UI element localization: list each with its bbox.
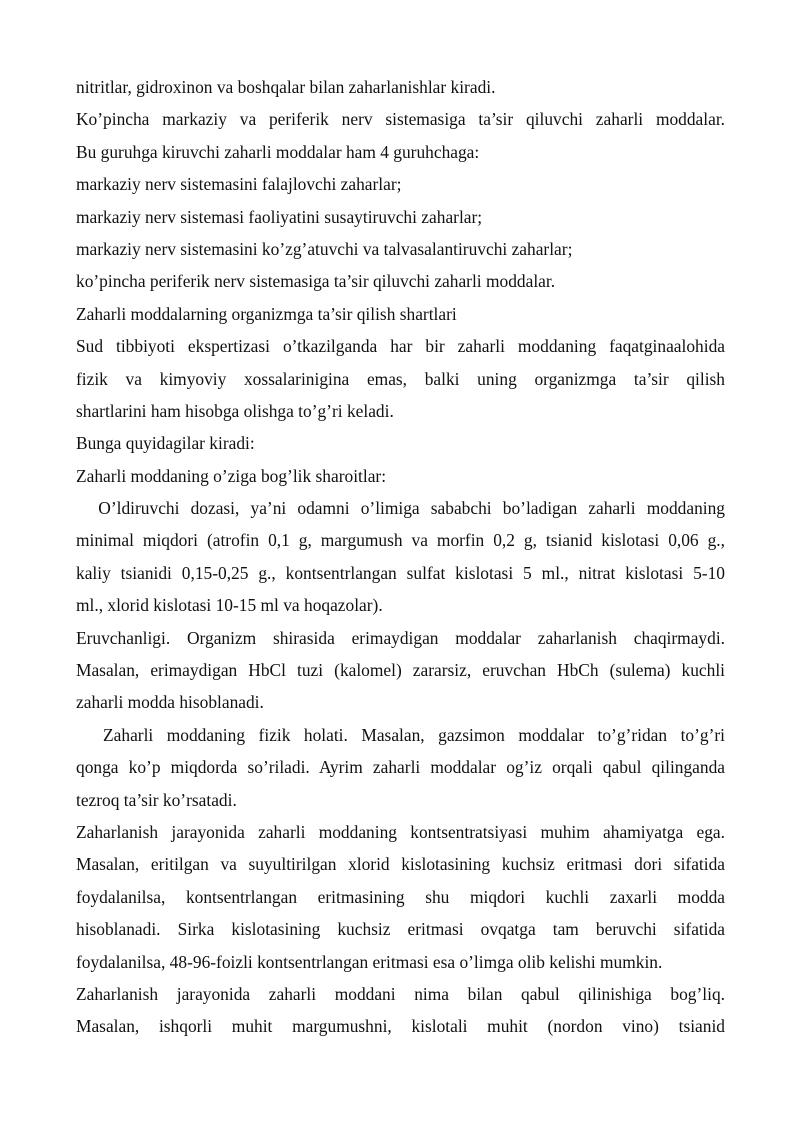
text-line: Ko’pincha markaziy va periferik nerv sistemasiga ta’sir qiluvchi zaharli moddalar. [76, 109, 725, 130]
text-line: Zaharli moddaning fizik holati. Masalan, gazsimon moddalar to’g’ridan to’g’ri [76, 724, 725, 745]
text-line: Bunga quyidagilar kiradi: [76, 433, 255, 454]
text-line: tezroq ta’sir ko’rsatadi. [76, 789, 237, 810]
text-line: Zaharli moddalarning organizmga ta’sir qilish shartlari [76, 303, 457, 324]
text-line: shartlarini ham hisobga olishga to’g’ri keladi. [76, 400, 394, 421]
text-line: qonga ko’p miqdorda so’riladi. Ayrim zaharli moddalar og’iz orqali qabul qilinganda [76, 757, 725, 778]
text-line: Zaharlanish jarayonida zaharli moddaning kontsentratsiyasi muhim ahamiyatga ega. [76, 821, 725, 842]
text-line: markaziy nerv sistemasi faoliyatini susaytiruvchi zaharlar; [76, 206, 483, 227]
text-line: zaharli modda hisoblanadi. [76, 692, 264, 713]
text-line: markaziy nerv sistemasini ko’zg’atuvchi va talvasalantiruvchi zaharlar; [76, 238, 573, 259]
text-line: foydalanilsa, kontsentrlangan eritmasining shu miqdori kuchli zaxarli modda [76, 886, 725, 907]
text-line: Masalan, erimaydigan HbCl tuzi (kalomel) zararsiz, eruvchan HbCh (sulema) kuchli [76, 660, 725, 681]
text-line: Zaharlanish jarayonida zaharli moddani nima bilan qabul qilinishiga bog’liq. [76, 983, 725, 1004]
text-line: foydalanilsa, 48-96-foizli kontsentrlangan eritmasi esa o’limga olib kelishi mumkin. [76, 951, 663, 972]
text-line: kaliy tsianidi 0,15-0,25 g., kontsentrlangan sulfat kislotasi 5 ml., nitrat kislotasi 5-10 [76, 562, 725, 583]
text-line: minimal miqdori (atrofin 0,1 g, margumush va morfin 0,2 g, tsianid kislotasi 0,06 g., [76, 530, 725, 551]
text-line: O’ldiruvchi dozasi, ya’ni odamni o’limiga sababchi bo’ladigan zaharli moddaning [76, 498, 725, 519]
text-line: Eruvchanligi. Organizm shirasida erimaydigan moddalar zaharlanish chaqirmaydi. [76, 627, 725, 648]
text-line: Zaharli moddaning o’ziga bog’lik sharoitlar: [76, 465, 387, 486]
text-line: ko’pincha periferik nerv sistemasiga ta’sir qiluvchi zaharli moddalar. [76, 271, 556, 292]
text-line: Bu guruhga kiruvchi zaharli moddalar ham 4 guruhchaga: [76, 141, 480, 162]
text-line: Sud tibbiyoti ekspertizasi o’tkazilganda har bir zaharli moddaning faqatginaalohida [76, 336, 725, 357]
document-body [76, 71, 725, 1043]
text-line: fizik va kimyoviy xossalarinigina emas, balki uning organizmga ta’sir qilish [76, 368, 725, 389]
text-line: hisoblanadi. Sirka kislotasining kuchsiz eritmasi ovqatga tam beruvchi sifatida [76, 919, 725, 940]
text-line: markaziy nerv sistemasini falajlovchi zaharlar; [76, 174, 402, 195]
text-line: Masalan, eritilgan va suyultirilgan xlorid kislotasining kuchsiz eritmasi dori sifatida [76, 854, 725, 875]
text-line: Masalan, ishqorli muhit margumushni, kislotali muhit (nordon vino) tsianid [76, 1016, 725, 1037]
text-line: ml., xlorid kislotasi 10-15 ml va hoqazolar). [76, 595, 383, 616]
text-line: nitritlar, gidroxinon va boshqalar bilan zaharlanishlar kiradi. [76, 77, 496, 97]
